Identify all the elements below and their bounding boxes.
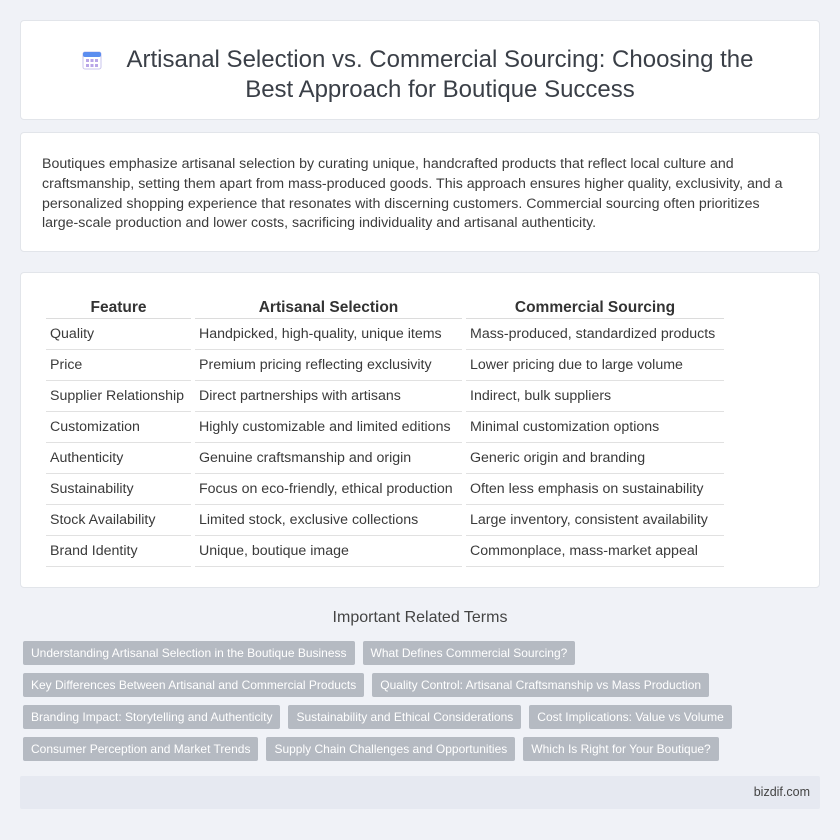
table-row	[46, 443, 724, 474]
header-feature: Feature	[46, 297, 191, 319]
table-row	[46, 381, 724, 412]
title-card	[20, 20, 820, 120]
cell-feature: Stock Availability	[46, 505, 191, 536]
comparison-table	[42, 297, 728, 567]
cell-commercial: Commonplace, mass-market appeal	[466, 536, 724, 567]
header-commercial: Commercial Sourcing	[466, 297, 724, 319]
comparison-card	[20, 272, 820, 588]
cell-artisanal: Direct partnerships with artisans	[195, 381, 462, 412]
cell-feature: Supplier Relationship	[46, 381, 191, 412]
related-term-link[interactable]: Which Is Right for Your Boutique?	[523, 737, 718, 761]
table-row	[46, 474, 724, 505]
cell-feature: Customization	[46, 412, 191, 443]
cell-commercial: Large inventory, consistent availability	[466, 505, 724, 536]
calendar-icon	[81, 49, 103, 71]
intro-card	[20, 132, 820, 252]
table-header-row	[46, 297, 724, 319]
related-terms-list	[23, 641, 803, 761]
intro-paragraph: Boutiques emphasize artisanal selection by curating unique, handcrafted products that reflect local culture and craftsmanship, setting them apart from mass-produced goods. This approach ensures higher quality, exclusivity, and a personalized shopping experience that resonates with discerning customers. Commercial sourcing often prioritizes large-scale production and lower costs, sacrificing individuality and artisanal authenticity.	[42, 156, 783, 232]
cell-commercial: Minimal customization options	[466, 412, 724, 443]
table-row	[46, 536, 724, 567]
related-term-link[interactable]: Understanding Artisanal Selection in the Boutique Business	[23, 641, 355, 665]
cell-artisanal: Handpicked, high-quality, unique items	[195, 319, 462, 350]
related-term-link[interactable]: Key Differences Between Artisanal and Commercial Products	[23, 673, 364, 697]
cell-artisanal: Premium pricing reflecting exclusivity	[195, 350, 462, 381]
cell-artisanal: Genuine craftsmanship and origin	[195, 443, 462, 474]
related-terms-heading: Important Related Terms	[332, 609, 508, 626]
header-artisanal: Artisanal Selection	[195, 297, 462, 319]
cell-commercial: Generic origin and branding	[466, 443, 724, 474]
site-link[interactable]: bizdif.com	[753, 785, 810, 799]
cell-feature: Quality	[46, 319, 191, 350]
cell-commercial: Indirect, bulk suppliers	[466, 381, 724, 412]
cell-artisanal: Focus on eco-friendly, ethical production	[195, 474, 462, 505]
cell-commercial: Lower pricing due to large volume	[466, 350, 724, 381]
cell-commercial: Mass-produced, standardized products	[466, 319, 724, 350]
related-term-link[interactable]: Cost Implications: Value vs Volume	[529, 705, 732, 729]
table-row	[46, 319, 724, 350]
cell-artisanal: Limited stock, exclusive collections	[195, 505, 462, 536]
related-term-link[interactable]: Consumer Perception and Market Trends	[23, 737, 258, 761]
related-term-link[interactable]: Supply Chain Challenges and Opportunities	[266, 737, 515, 761]
cell-feature: Price	[46, 350, 191, 381]
footer	[20, 776, 820, 809]
table-row	[46, 505, 724, 536]
cell-feature: Sustainability	[46, 474, 191, 505]
cell-artisanal: Highly customizable and limited editions	[195, 412, 462, 443]
table-row	[46, 412, 724, 443]
related-term-link[interactable]: What Defines Commercial Sourcing?	[363, 641, 576, 665]
related-term-link[interactable]: Quality Control: Artisanal Craftsmanship vs Mass Production	[372, 673, 709, 697]
cell-artisanal: Unique, boutique image	[195, 536, 462, 567]
cell-feature: Brand Identity	[46, 536, 191, 567]
title-wrap	[61, 45, 779, 105]
related-term-link[interactable]: Sustainability and Ethical Considerations	[288, 705, 521, 729]
related-term-link[interactable]: Branding Impact: Storytelling and Authenticity	[23, 705, 280, 729]
page-title: Artisanal Selection vs. Commercial Sourcing: Choosing the Best Approach for Boutique Success	[126, 46, 754, 103]
table-row	[46, 350, 724, 381]
cell-commercial: Often less emphasis on sustainability	[466, 474, 724, 505]
cell-feature: Authenticity	[46, 443, 191, 474]
